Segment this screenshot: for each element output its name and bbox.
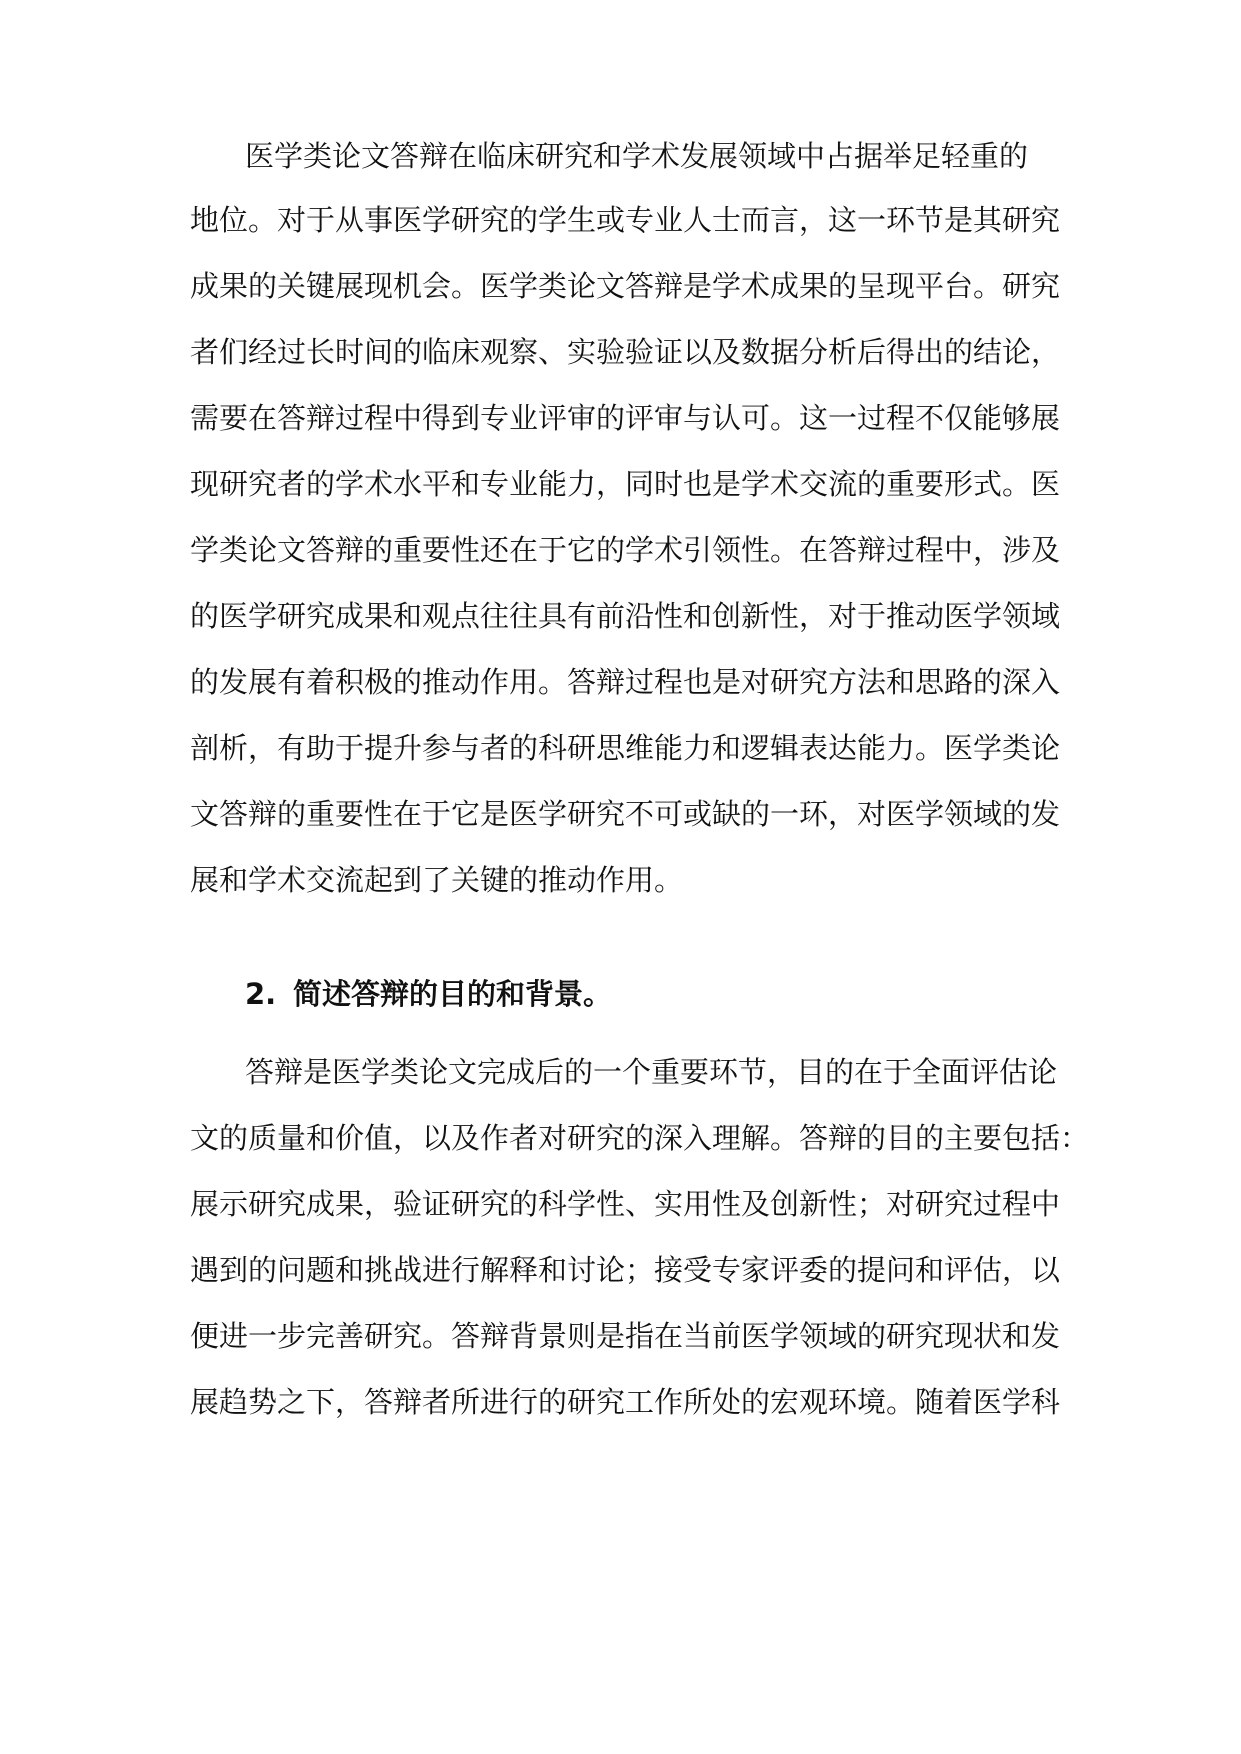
paragraph-line: 文答辩的重要性在于它是医学研究不可或缺的一环，对医学领域的发 [190,797,1061,831]
paragraph-line: 展趋势之下，答辩者所进行的研究工作所处的宏观环境。随着医学科 [190,1385,1061,1419]
paragraph-line: 学类论文答辩的重要性还在于它的学术引领性。在答辩过程中，涉及 [190,533,1061,567]
paragraph-line: 剖析，有助于提升参与者的科研思维能力和逻辑表达能力。医学类论 [190,731,1061,765]
paragraph-line: 答辩是医学类论文完成后的一个重要环节，目的在于全面评估论 [245,1055,1058,1089]
paragraph-line: 展和学术交流起到了关键的推动作用。 [190,863,684,897]
paragraph-line: 展示研究成果，验证研究的科学性、实用性及创新性；对研究过程中 [190,1187,1061,1221]
section-number: 2. [245,977,277,1011]
paragraph-line: 文的质量和价值，以及作者对研究的深入理解。答辩的目的主要包括： [190,1121,1090,1155]
paragraph-line: 地位。对于从事医学研究的学生或专业人士而言，这一环节是其研究 [190,203,1061,237]
section-heading [245,974,612,1014]
paragraph-line: 便进一步完善研究。答辩背景则是指在当前医学领域的研究现状和发 [190,1319,1061,1353]
paragraph-line: 现研究者的学术水平和专业能力，同时也是学术交流的重要形式。医 [190,467,1061,501]
paragraph-line: 医学类论文答辩在临床研究和学术发展领域中占据举足轻重的 [245,139,1029,173]
paragraph-line: 需要在答辩过程中得到专业评审的评审与认可。这一过程不仅能够展 [190,401,1061,435]
paragraph-line: 成果的关键展现机会。医学类论文答辩是学术成果的呈现平台。研究 [190,269,1061,303]
paragraph-line: 者们经过长时间的临床观察、实验验证以及数据分析后得出的结论， [190,335,1061,369]
paragraph-line: 的医学研究成果和观点往往具有前沿性和创新性，对于推动医学领域 [190,599,1061,633]
section-title: 简述答辩的目的和背景。 [293,977,613,1011]
paragraph-line: 遇到的问题和挑战进行解释和讨论；接受专家评委的提问和评估，以 [190,1253,1061,1287]
paragraph-line: 的发展有着积极的推动作用。答辩过程也是对研究方法和思路的深入 [190,665,1061,699]
